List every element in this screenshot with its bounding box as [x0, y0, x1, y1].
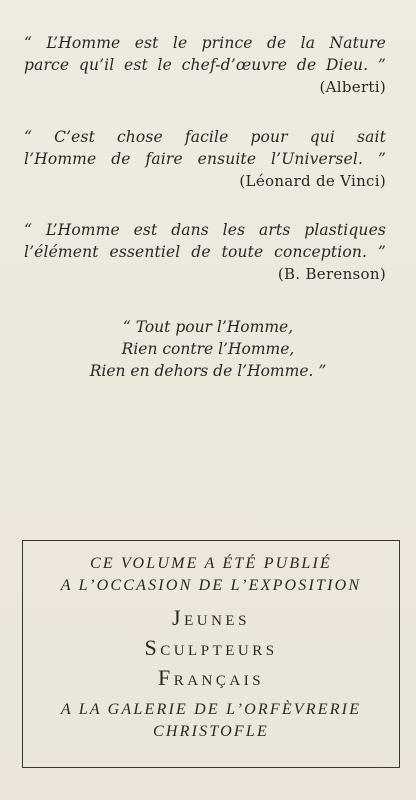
quote-author: (Alberti): [319, 78, 386, 96]
exhibition-title-line: Français: [157, 665, 265, 690]
quote-alberti: [24, 32, 386, 98]
colophon-closing-line: CHRISTOFLE: [153, 723, 269, 740]
quote-line: “ L’Homme est le prince de la Nature: [24, 34, 386, 52]
motto: [0, 316, 416, 382]
quote-line: “ L’Homme est dans les arts plastiques: [24, 221, 386, 239]
motto-line: “ Tout pour l’Homme,: [122, 318, 294, 336]
quote-line: parce qu’il est le chef-d’œuvre de Dieu. ”: [24, 56, 386, 74]
colophon-intro-line: A L’OCCASION DE L’EXPOSITION: [60, 577, 362, 594]
colophon-box: [22, 540, 400, 768]
motto-line: Rien contre l’Homme,: [121, 340, 295, 358]
exhibition-title-line: Jeunes: [172, 605, 250, 630]
quote-line: l’élément essentiel de toute conception. ”: [24, 243, 386, 261]
quote-line: “ C’est chose facile pour qui sait: [24, 128, 386, 146]
colophon-closing-line: A LA GALERIE DE L’ORFÈVRERIE: [60, 701, 362, 718]
quote-author: (Léonard de Vinci): [239, 172, 386, 190]
quote-author: (B. Berenson): [277, 265, 386, 283]
exhibition-title-line: Sculpteurs: [144, 635, 278, 660]
quote-leonard: [24, 126, 386, 192]
motto-line: Rien en dehors de l’Homme. ”: [89, 362, 327, 380]
colophon-intro-line: CE VOLUME A ÉTÉ PUBLIÉ: [90, 555, 332, 572]
quote-line: l’Homme de faire ensuite l’Universel. ”: [24, 150, 386, 168]
quote-berenson: [24, 219, 386, 285]
